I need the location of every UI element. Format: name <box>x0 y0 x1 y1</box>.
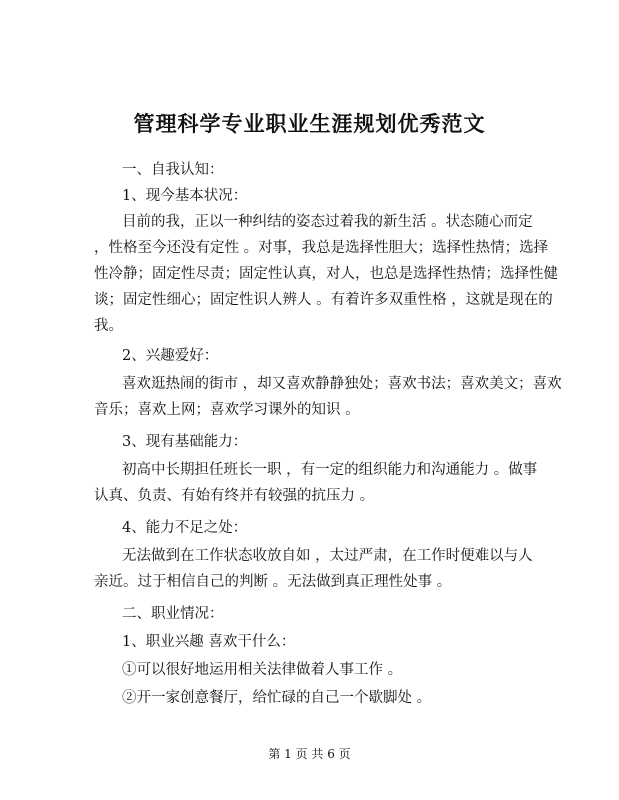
paragraph-line: 认真、负责、有始有终并有较强的抗压力 。 <box>94 488 375 504</box>
paragraph-line: 喜欢逛热闹的街市 ，却又喜欢静静独处；喜欢书法；喜欢美文；喜欢 <box>122 376 562 392</box>
paragraph-line: 性冷静；固定性尽责；固定性认真，对人，也总是选择性热情；选择性健 <box>94 266 558 282</box>
subheading-abilities: 3、现有基础能力： <box>122 434 248 450</box>
subheading-weaknesses: 4、能力不足之处： <box>122 520 248 536</box>
list-item: ②开一家创意餐厅，给忙碌的自己一个歇脚处 。 <box>122 690 432 706</box>
page-footer: 第 1 页 共 6 页 <box>268 747 351 761</box>
subheading-current-status: 1、现今基本状况： <box>122 188 248 204</box>
subheading-career-interest: 1、职业兴趣 喜欢干什么： <box>122 634 296 650</box>
section-heading-self-awareness: 一、自我认知： <box>122 162 224 178</box>
paragraph-line: ，性格至今还没有定性 。对事，我总是选择性胆大；选择性热情；选择 <box>94 240 549 256</box>
paragraph-line: 我。 <box>94 318 123 334</box>
paragraph-line: 初高中长期担任班长一职 ，有一定的组织能力和沟通能力 。做事 <box>122 462 538 478</box>
list-item: ①可以很好地运用相关法律做着人事工作 。 <box>122 662 403 678</box>
paragraph-line: 音乐；喜欢上网；喜欢学习课外的知识 。 <box>94 402 360 418</box>
document-title: 管理科学专业职业生涯规划优秀范文 <box>133 111 486 136</box>
paragraph-line: 无法做到在工作状态收放自如 ，太过严肃，在工作时便难以与人 <box>122 548 533 564</box>
paragraph-line: 谈；固定性细心；固定性识人辨人 。有着许多双重性格 ，这就是现在的 <box>94 292 553 308</box>
paragraph-line: 目前的我，正以一种纠结的姿态过着我的新生活 。状态随心而定 <box>122 214 533 230</box>
section-heading-career: 二、职业情况： <box>122 606 224 622</box>
paragraph-line: 亲近。过于相信自己的判断 。无法做到真正理性处事 。 <box>94 574 452 590</box>
subheading-interests: 2、兴趣爱好： <box>122 348 219 364</box>
